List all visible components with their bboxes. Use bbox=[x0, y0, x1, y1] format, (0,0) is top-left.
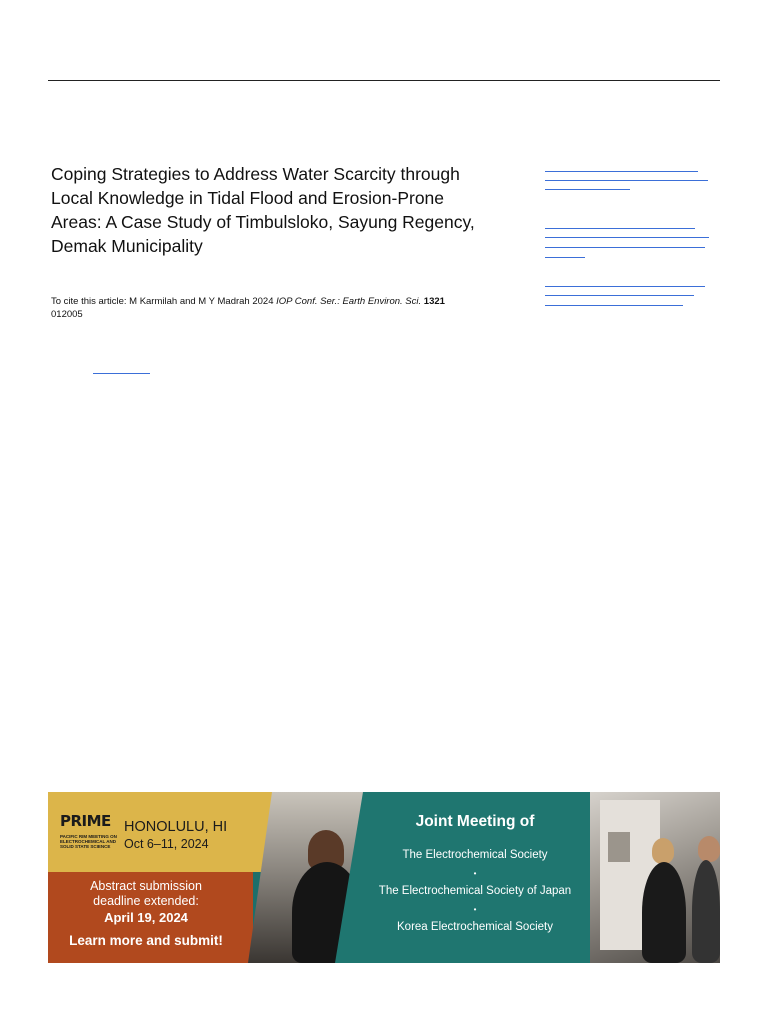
article-title: Coping Strategies to Address Water Scarcity through Local Knowledge in Tidal Flood and Erosion-Prone Areas: A Case Study of Timbulsloko, Sayung Regency, Demak Municipality bbox=[51, 164, 475, 256]
banner-cta[interactable]: Learn more and submit! bbox=[69, 933, 223, 948]
prime-logo-subtitle: PACIFIC RIM MEETING ON ELECTROCHEMICAL AND SOLID STATE SCIENCE bbox=[60, 834, 117, 849]
banner-joint-heading: Joint Meeting of bbox=[415, 813, 535, 830]
citation bbox=[51, 295, 491, 321]
conference-banner[interactable] bbox=[48, 792, 720, 963]
banner-society-2: The Electrochemical Society of Japan bbox=[378, 885, 572, 897]
banner-city: HONOLULU, HI bbox=[124, 819, 228, 835]
citation-article-number: 012005 bbox=[51, 309, 83, 320]
view-article-link[interactable] bbox=[93, 373, 150, 374]
banner-abstract-date: April 19, 2024 bbox=[104, 910, 188, 925]
citation-volume: 1321 bbox=[423, 296, 445, 307]
header-rule bbox=[48, 80, 720, 81]
prime-logo-text: PRIME bbox=[60, 812, 111, 830]
banner-separator-1: • bbox=[473, 869, 477, 878]
banner-abstract-line1: Abstract submission bbox=[90, 879, 202, 893]
banner-dates: Oct 6–11, 2024 bbox=[124, 837, 209, 851]
citation-journal: IOP Conf. Ser.: Earth Environ. Sci. bbox=[276, 296, 422, 307]
banner-society-1: The Electrochemical Society bbox=[402, 849, 548, 861]
banner-society-3: Korea Electrochemical Society bbox=[397, 921, 553, 933]
banner-abstract-line2: deadline extended: bbox=[93, 894, 199, 908]
citation-prefix: To cite this article: M Karmilah and M Y Madrah 2024 bbox=[51, 296, 277, 307]
banner-separator-2: • bbox=[473, 905, 477, 914]
prime-logo bbox=[54, 800, 117, 858]
